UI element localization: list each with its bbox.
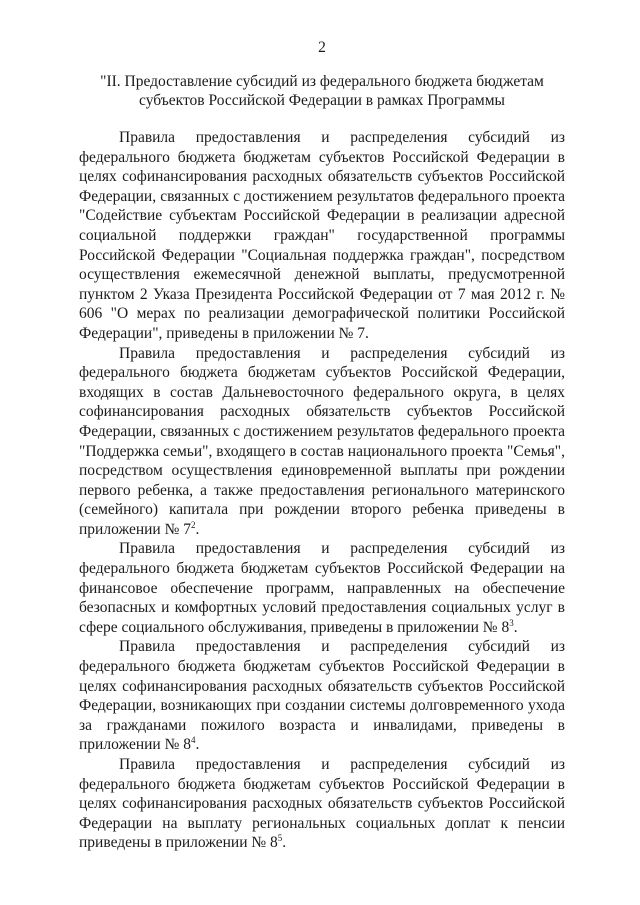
paragraph-2	[79, 344, 565, 540]
paragraph-4	[79, 637, 565, 755]
paragraph-5	[79, 755, 565, 853]
paragraph-text: Правила предоставления и распределения субсидий из федерального бюджета бюджетам субъектов Российской Федерации, входящих в состав Дальневосточного федерального округа, в целях софинансирования расходных обязательств субъектов Российской Федерации, связанных с достижением результатов федерального проекта "Поддержка семьи", входящего в состав национального проекта "Семья", посредством осуществления единовременной выплаты при рождении первого ребенка, а также предоставления регионального материнского (семейного) капитала при рождении второго ребенка приведены в приложении № 7	[79, 344, 565, 538]
paragraph-1	[79, 128, 565, 344]
paragraph-text: Правила предоставления и распределения субсидий из федерального бюджета бюджетам субъектов Российской Федерации в целях софинансирования расходных обязательств субъектов Российской Федерации на выплату региональных социальных доплат к пенсии приведены в приложении № 8	[79, 756, 565, 852]
paragraph-tail: .	[282, 834, 287, 852]
paragraph-tail: .	[195, 736, 200, 754]
paragraph-text: Правила предоставления и распределения субсидий из федерального бюджета бюджетам субъектов Российской Федерации на финансовое обеспечение программ, направленных на обеспечение безопасных и комфортных условий предоставления социальных услуг в сфере социального обслуживания, приведены в приложении № 8	[79, 540, 565, 636]
footnote-sup: 3	[509, 617, 514, 628]
footnote-sup: 2	[191, 519, 196, 530]
paragraph-text: Правила предоставления и распределения субсидий из федерального бюджета бюджетам субъектов Российской Федерации в целях софинансирования расходных обязательств субъектов Российской Федерации, возникающих при создании системы долговременного ухода за гражданами пожилого возраста и инвалидами, приведены в приложении № 8	[79, 638, 565, 754]
document-page	[79, 38, 565, 853]
paragraph-tail: .	[195, 520, 200, 538]
footnote-sup: 5	[277, 833, 283, 844]
paragraph-text: Правила предоставления и распределения субсидий из федерального бюджета бюджетам субъектов Российской Федерации в целях софинансирования расходных обязательств субъектов Российской Федерации, связанных с достижением результатов федерального проекта "Содействие субъектам Российской Федерации в реализации адресной социальной поддержки граждан" государственной программы Российской Федерации "Социальная поддержка граждан", посредством осуществления ежемесячной денежной выплаты, предусмотренной пунктом 2 Указа Президента Российской Федерации от 7 мая 2012 г. № 606 "О мерах по реализации демографической политики Российской Федерации", приведены в приложении № 7.	[79, 129, 565, 342]
section-title-line-2: субъектов Российской Федерации в рамках Программы	[139, 92, 505, 109]
footnote-sup: 4	[191, 735, 196, 746]
page-number: 2	[318, 39, 326, 56]
section-title-line-1: "II. Предоставление субсидий из федерального бюджета бюджетам	[100, 73, 544, 90]
paragraph-tail: .	[513, 618, 518, 636]
section-title	[79, 72, 565, 110]
paragraph-3	[79, 539, 565, 637]
